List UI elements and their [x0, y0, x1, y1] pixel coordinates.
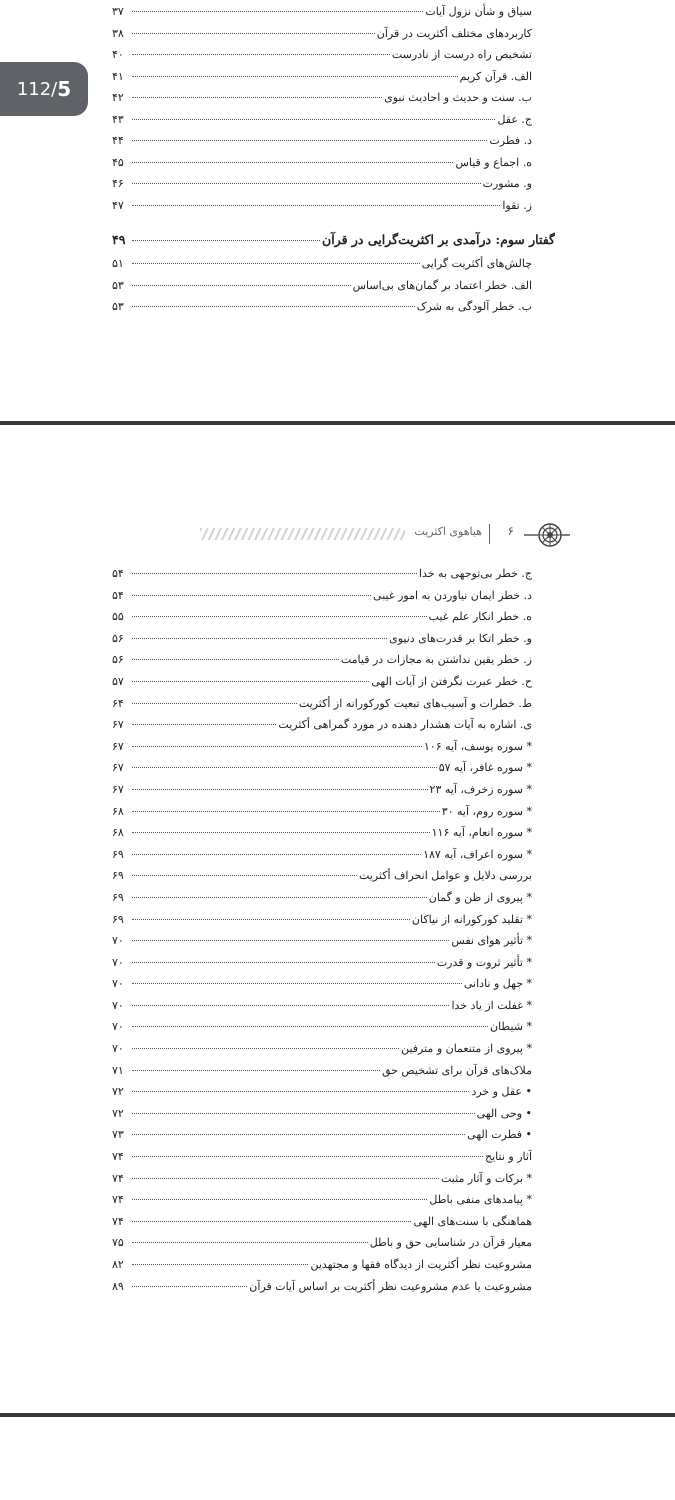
toc-section-heading[interactable]: گفتار سوم: درآمدی بر اکثریت‌گرایی در قرآن ۴۹ — [112, 229, 555, 251]
toc-entry[interactable]: * پیروی از متنعمان و مترفین ۷۰ — [112, 1037, 532, 1059]
toc-entry[interactable]: ه. اجماع و قیاس ۴۵ — [112, 151, 532, 173]
toc-list-section — [112, 229, 555, 251]
toc-entry[interactable]: * سوره یوسف، آیه ۱۰۶ ۶۷ — [112, 735, 532, 757]
toc-entry[interactable]: • وحی الهی ۷۲ — [112, 1102, 532, 1124]
toc-entry[interactable]: * سوره غافر، آیه ۵۷ ۶۷ — [112, 756, 532, 778]
toc-entry[interactable]: مشروعیت یا عدم مشروعیت نظر أکثریت بر اساس آیات قرآن ۸۹ — [112, 1275, 532, 1297]
toc-entry[interactable]: و. مشورت ۴۶ — [112, 172, 532, 194]
toc-entry[interactable]: کاربردهای مختلف أکثریت در قرآن ۳۸ — [112, 22, 532, 44]
toc-entry[interactable]: • فطرت الهی ۷۳ — [112, 1123, 532, 1145]
toc-entry[interactable]: د. فطرت ۴۴ — [112, 129, 532, 151]
toc-entry[interactable]: ملاک‌های قرآن برای تشخیص حق ۷۱ — [112, 1059, 532, 1081]
toc-entry[interactable]: ح. خطر عبرت نگرفتن از آیات الهی ۵۷ — [112, 670, 532, 692]
toc-entry[interactable]: و. خطر اتکا بر قدرت‌های دنیوی ۵۶ — [112, 627, 532, 649]
toc-entry[interactable]: * جهل و نادانی ۷۰ — [112, 972, 532, 994]
toc-entry[interactable]: * تأثیر ثروت و قدرت ۷۰ — [112, 951, 532, 973]
toc-entry[interactable]: ز. تقوا ۴۷ — [112, 194, 532, 216]
toc-entry[interactable]: ب. خطر آلودگی به شرک ۵۳ — [112, 295, 532, 317]
toc-entry[interactable]: بررسی دلایل و عوامل انحراف أکثریت ۶۹ — [112, 864, 532, 886]
toc-entry[interactable]: * سوره روم، آیه ۳۰ ۶۸ — [112, 800, 532, 822]
toc-entry[interactable]: * پیامدهای منفی باطل ۷۴ — [112, 1188, 532, 1210]
toc-entry[interactable]: ج. خطر بی‌توجهی به خدا ۵۴ — [112, 562, 532, 584]
page-indicator-badge — [0, 62, 88, 116]
toc-entry[interactable]: تشخیص راه درست از نادرست ۴۰ — [112, 43, 532, 65]
toc-entry[interactable]: د. خطر ایمان نیاوردن به امور غیبی ۵۴ — [112, 584, 532, 606]
page-separator — [0, 1413, 675, 1417]
toc-entry[interactable]: * تأثیر هوای نفس ۷۰ — [112, 929, 532, 951]
toc-entry[interactable]: ط. خطرات و آسیب‌های تبعیت کورکورانه از أکثریت ۶۴ — [112, 692, 532, 714]
page-separator — [0, 421, 675, 425]
toc-entry[interactable]: ز. خطر یقین نداشتن به مجازات در قیامت ۵۶ — [112, 648, 532, 670]
header-hatch-decoration — [200, 528, 405, 540]
toc-entry[interactable]: ج. عقل ۴۳ — [112, 108, 532, 130]
toc-list-section-items — [112, 252, 532, 317]
header-page-number: ۶ — [507, 524, 514, 538]
toc-entry[interactable]: هماهنگی با سنت‌های الهی ۷۴ — [112, 1210, 532, 1232]
toc-page-lower — [0, 426, 675, 1414]
toc-entry[interactable]: معیار قرآن در شناسایی حق و باطل ۷۵ — [112, 1231, 532, 1253]
toc-entry[interactable]: سیاق و شأن نزول آیات ۳۷ — [112, 0, 532, 22]
header-book-title: هیاهوی اکثریت — [414, 525, 482, 538]
toc-entry[interactable]: آثار و نتایج ۷۴ — [112, 1145, 532, 1167]
toc-entry[interactable]: مشروعیت نظر أکثریت از دیدگاه فقها و مجتهدین ۸۲ — [112, 1253, 532, 1275]
toc-entry[interactable]: * سوره اعراف، آیه ۱۸۷ ۶۹ — [112, 843, 532, 865]
header-divider — [489, 524, 491, 544]
toc-entry[interactable]: • عقل و خرد ۷۲ — [112, 1080, 532, 1102]
toc-entry[interactable]: چالش‌های أکثریت گرایی ۵۱ — [112, 252, 532, 274]
toc-entry[interactable]: * تقلید کورکورانه از نیاکان ۶۹ — [112, 908, 532, 930]
toc-entry[interactable]: * سوره زخرف، آیه ۲۳ ۶۷ — [112, 778, 532, 800]
page-current: 5 — [57, 77, 72, 101]
toc-entry[interactable]: ه. خطر انکار علم غیب ۵۵ — [112, 605, 532, 627]
toc-page-upper — [0, 0, 675, 422]
toc-entry[interactable]: * پیروی از ظن و گمان ۶۹ — [112, 886, 532, 908]
toc-entry[interactable]: * شیطان ۷۰ — [112, 1015, 532, 1037]
toc-entry[interactable]: * برکات و آثار مثبت ۷۴ — [112, 1167, 532, 1189]
page-header — [200, 520, 570, 550]
toc-entry[interactable]: الف. خطر اعتماد بر گمان‌های بی‌اساس ۵۳ — [112, 274, 532, 296]
toc-list-upper — [112, 0, 532, 215]
toc-entry[interactable]: ی. اشاره به آیات هشدار دهنده در مورد گمراهی أکثریت ۶۷ — [112, 713, 532, 735]
page-total: 112/ — [16, 78, 58, 100]
book-emblem-icon — [524, 522, 570, 548]
toc-list-lower — [112, 562, 532, 1296]
toc-entry[interactable]: * سوره انعام، آیه ۱۱۶ ۶۸ — [112, 821, 532, 843]
toc-entry[interactable]: ب. سنت و حدیث و احادیث نبوی ۴۲ — [112, 86, 532, 108]
toc-entry[interactable]: * غفلت از یاد خدا ۷۰ — [112, 994, 532, 1016]
toc-entry[interactable]: الف. قرآن کریم ۴۱ — [112, 65, 532, 87]
